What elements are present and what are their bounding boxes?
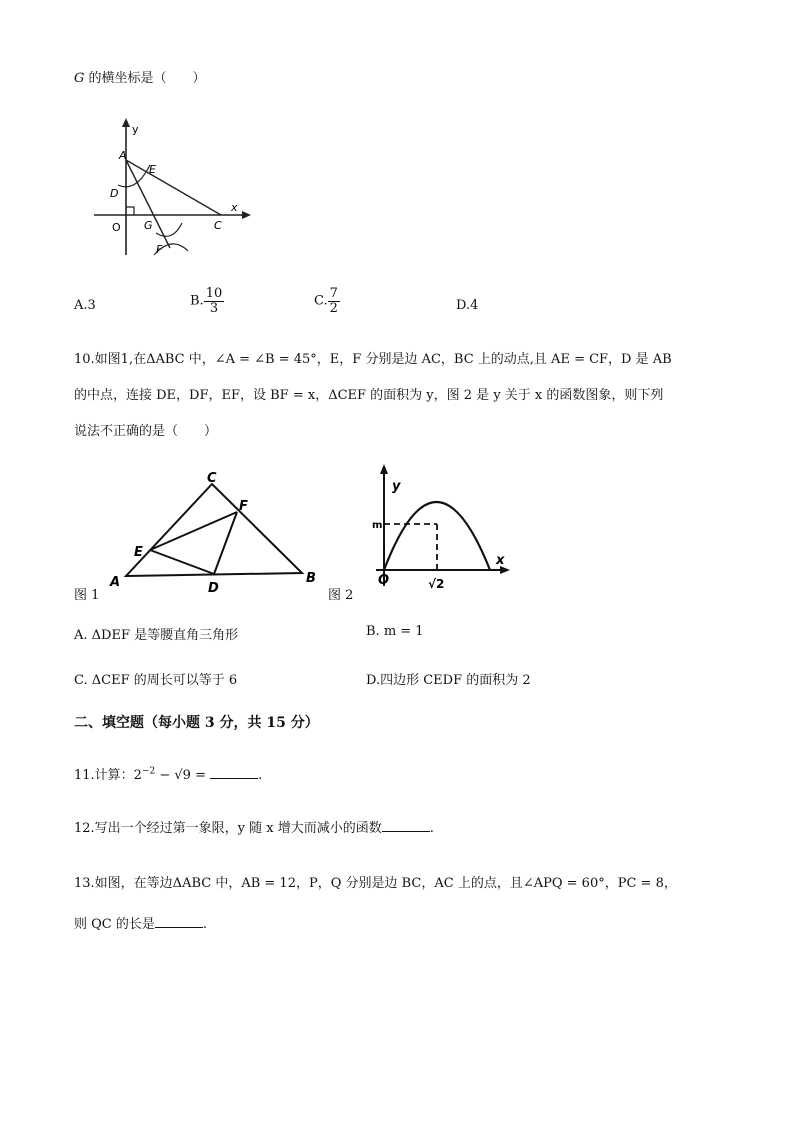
q9-option-a: A.3 <box>74 298 96 313</box>
q10-fig2-label-y: y <box>392 479 401 494</box>
q12-answer-blank[interactable] <box>382 819 430 832</box>
q9-label-F: F <box>156 243 163 256</box>
q10-line3: 说法不正确的是（ ） <box>74 424 218 439</box>
q9-label-x: x <box>231 201 238 214</box>
q10-fig2-label-x: x <box>496 553 505 568</box>
q9-option-b: B. $\frac{10}{3}$ <box>190 286 223 316</box>
q9-label-C: C <box>214 219 222 232</box>
q9-label-O: O <box>112 221 121 234</box>
q13-line1: 13.如图，在等边ΔABC 中，AB = 12，P，Q 分别是边 BC，AC 上的点，且∠APQ = 60°，PC = 8， <box>74 876 677 891</box>
q10-fig1-label-B: B <box>306 571 316 586</box>
q10-fig1-label-A: A <box>110 575 121 590</box>
q9-x-arrow <box>242 211 251 219</box>
q10-segment-ED <box>150 550 214 574</box>
q9-label-E: E <box>149 163 156 176</box>
q10-fig1-label-E: E <box>134 545 143 560</box>
q9-option-c: C. $\frac{7}{2}$ <box>314 286 338 316</box>
q9-arc-G <box>156 223 182 236</box>
q9-variable: G <box>74 71 85 86</box>
q9-label-D: D <box>110 187 119 200</box>
q10-figure2-graph <box>346 458 516 594</box>
q10-figure1-caption: 图 1 <box>74 588 100 603</box>
q10-line2: 的中点，连接 DE，DF，EF，设 BF = x，ΔCEF 的面积为 y，图 2 是 y 关于 x 的函数图象，则下列 <box>74 388 664 403</box>
q9-question-tail <box>74 67 206 86</box>
q12-question: 12.写出一个经过第一象限，y 随 x 增大而减小的函数 . <box>74 821 434 836</box>
q10-option-d: D.四边形 CEDF 的面积为 2 <box>366 673 531 688</box>
q9-label-A: A <box>119 149 127 162</box>
q11-exponent: −2 <box>141 766 156 777</box>
q10-segment-EF <box>150 512 237 550</box>
q9-label-G: G <box>144 219 153 232</box>
q10-fig1-label-C: C <box>207 471 217 486</box>
q10-fig2-label-sqrt2: √2 <box>428 577 445 591</box>
q10-line1: 10.如图1,在ΔABC 中，∠A = ∠B = 45°，E，F 分别是边 AC，BC 上的动点,且 AE = CF，D 是 AB <box>74 352 672 367</box>
q9-tail-text: 的横坐标是（ ） <box>84 71 206 86</box>
section2-heading: 二、填空题（每小题 3 分，共 15 分） <box>74 715 319 731</box>
q10-fig2-label-O: O <box>378 573 390 588</box>
q10-figure1-triangle <box>104 468 326 594</box>
q10-fig1-label-D: D <box>208 581 219 594</box>
q10-figure2-caption: 图 2 <box>328 588 354 603</box>
q10-option-b: B. m = 1 <box>366 624 424 639</box>
q10-triangle-ABC <box>126 484 302 576</box>
q10-fig2-label-m: m <box>372 520 383 531</box>
q9-option-b-fraction: $\frac{10}{3}$ <box>205 286 223 316</box>
q11-answer-blank[interactable] <box>210 766 258 779</box>
q13-answer-blank[interactable] <box>155 915 203 928</box>
q11-question: 11.计算：$2^{-2} - √9$ = . <box>74 766 263 783</box>
q9-label-y: y <box>132 123 139 136</box>
q10-fig1-label-F: F <box>239 499 248 514</box>
q9-option-d: D.4 <box>456 298 479 313</box>
q9-coordinate-figure <box>88 115 258 265</box>
q9-option-c-fraction: $\frac{7}{2}$ <box>329 286 338 316</box>
q13-line2: 则 QC 的长是 . <box>74 917 208 932</box>
q9-right-angle-mark <box>126 207 134 215</box>
q10-fig2-y-arrow <box>380 464 388 474</box>
q10-option-a: A. ΔDEF 是等腰直角三角形 <box>74 628 239 643</box>
q9-y-arrow <box>122 118 130 127</box>
q10-option-c: C. ΔCEF 的周长可以等于 6 <box>74 673 238 688</box>
